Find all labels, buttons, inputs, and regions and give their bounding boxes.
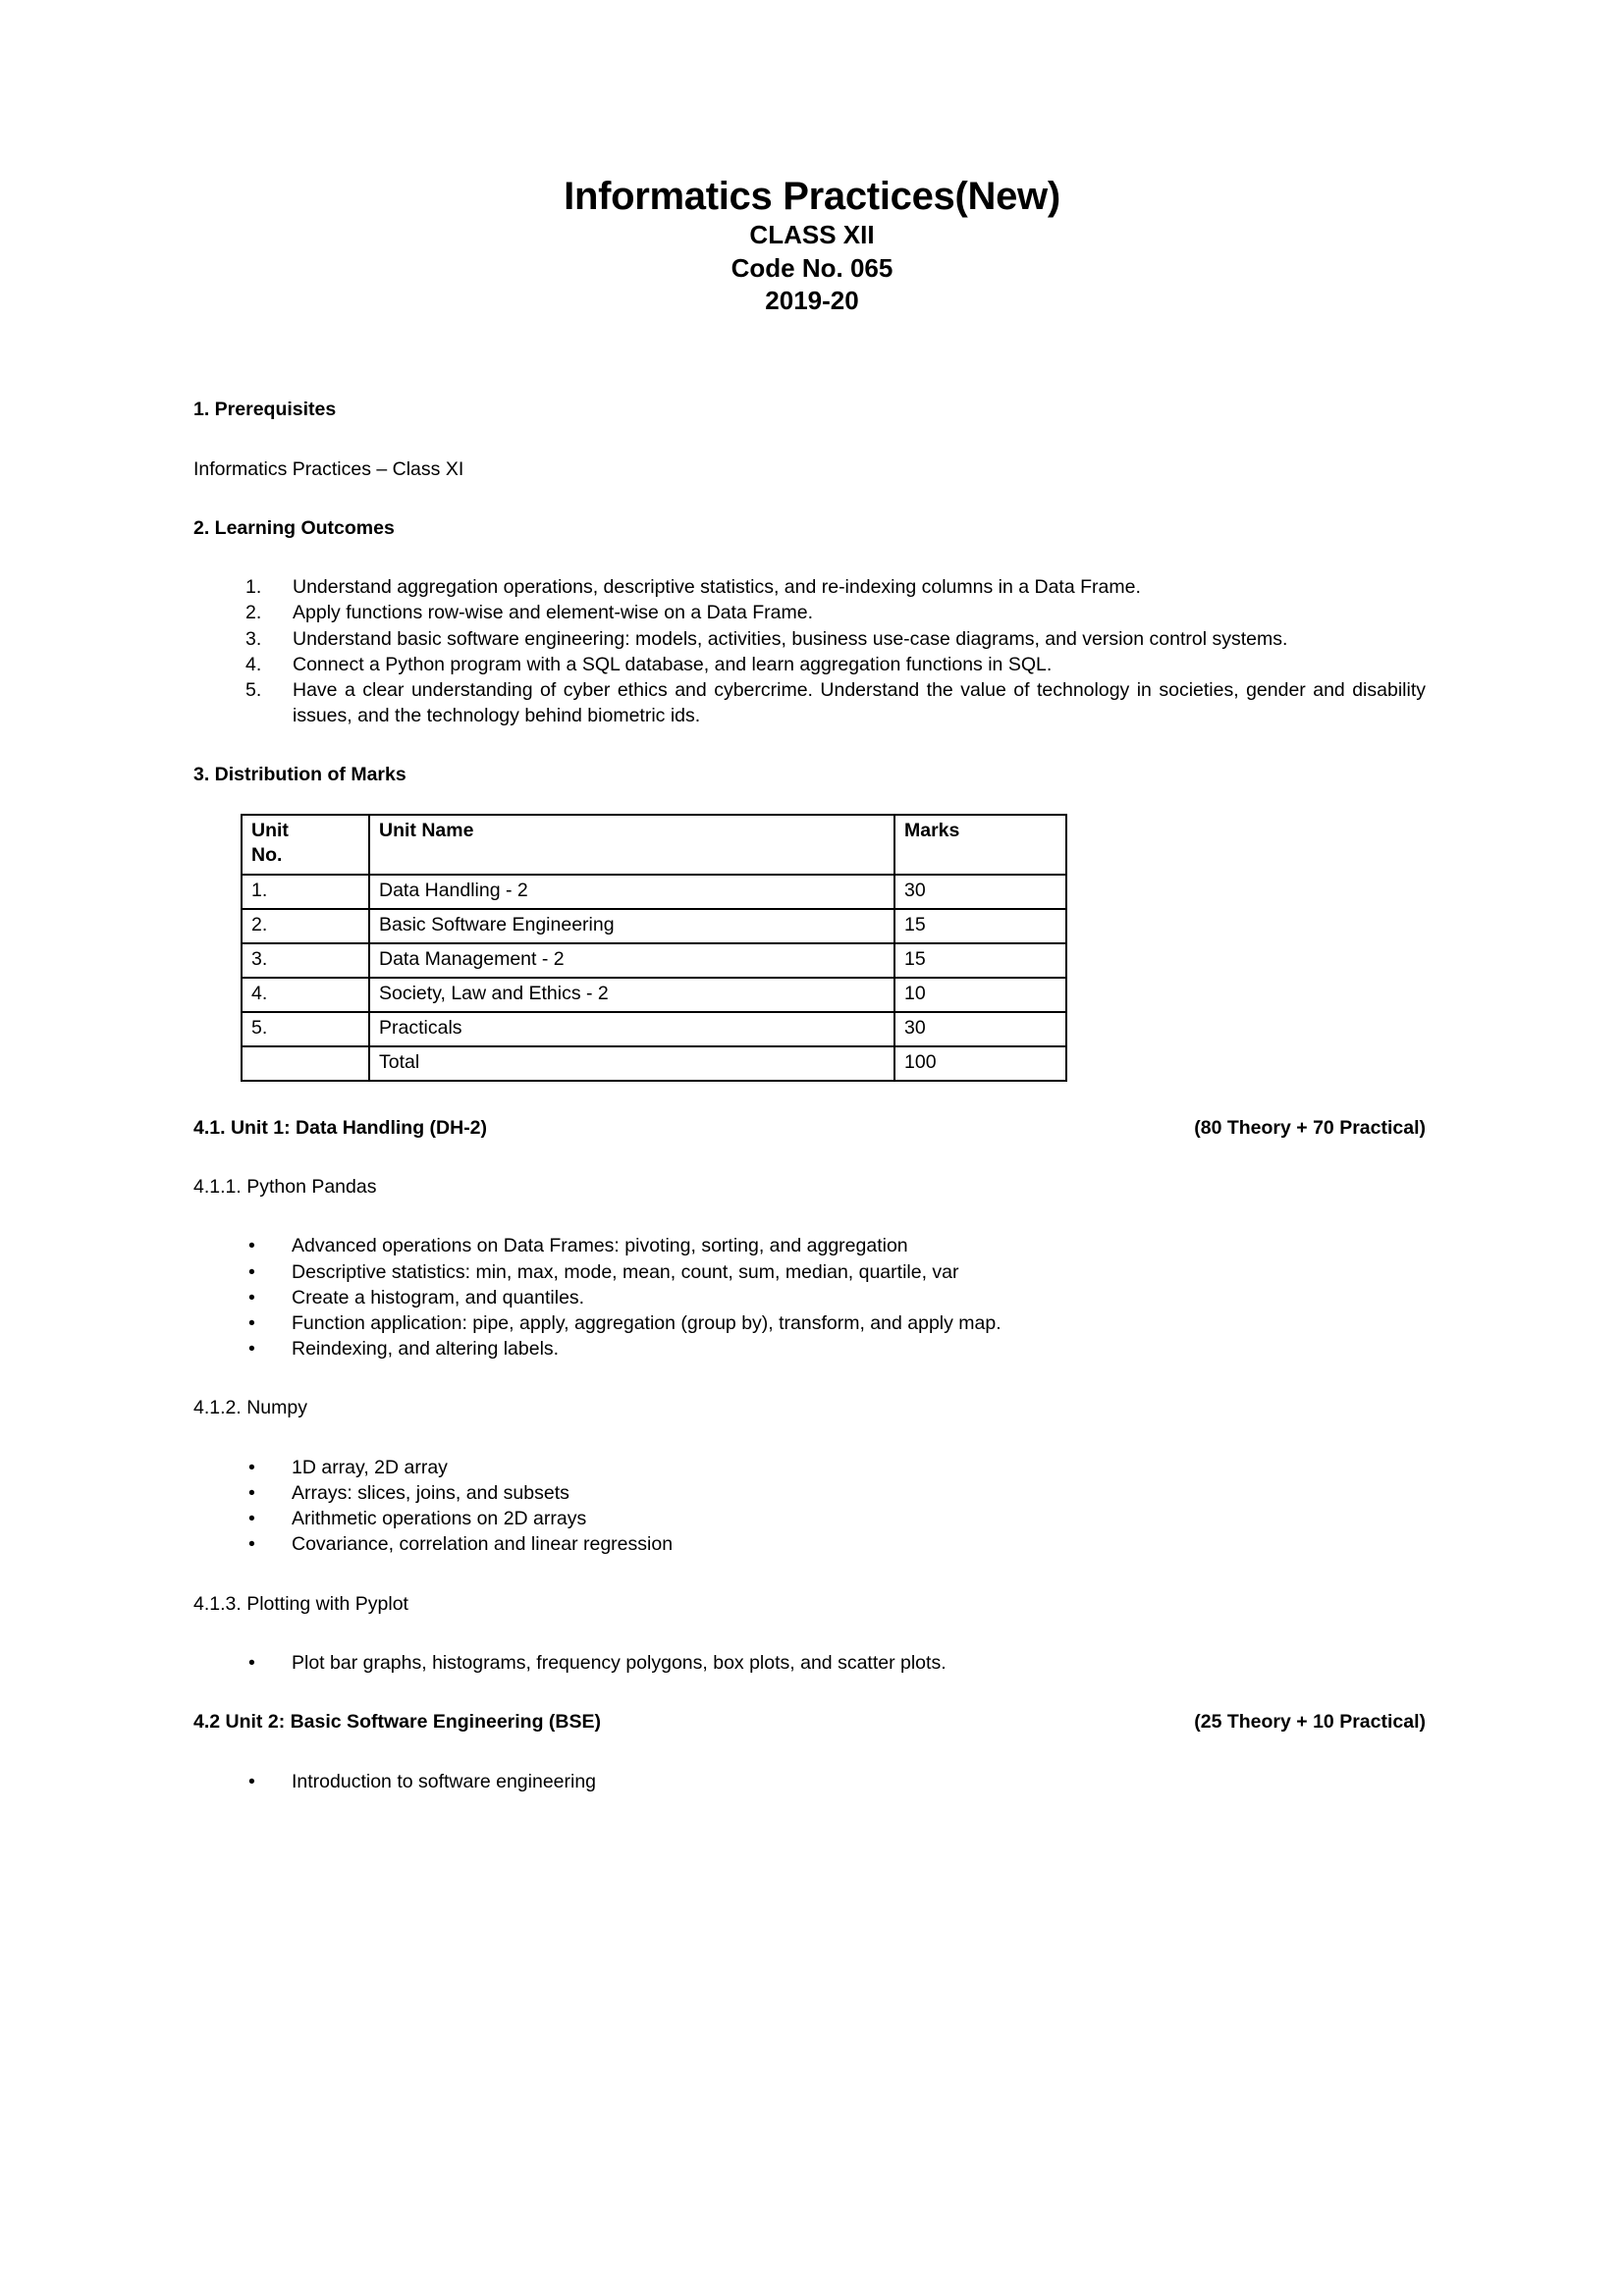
cell-unit-no: 5. [242,1012,369,1046]
list-item [193,1336,1426,1362]
class-line: CLASS XII [749,219,875,249]
code-line: Code No. 065 [731,252,893,283]
list-item [193,1259,1426,1285]
bullet-icon: • [248,1508,255,1530]
table-row-total [242,1046,1066,1081]
table-row [242,943,1066,978]
unit-no-line1: Unit [251,819,289,841]
table-row [242,978,1066,1012]
column-header-unit-name: Unit Name [369,815,894,875]
spacer [193,1082,1426,1115]
spacer [193,1676,1426,1709]
bullet-icon: • [248,1235,255,1257]
table-header-row [242,815,1066,875]
list-item [193,1506,1426,1531]
heading-numpy: 4.1.2. Numpy [193,1397,307,1419]
list-marker: 1. [245,576,262,599]
table-row [242,1012,1066,1046]
spacer [193,1558,1426,1591]
cell-marks: 15 [894,943,1066,978]
list-item [193,1285,1426,1310]
spacer [0,361,1624,397]
cell-marks: 30 [894,1012,1066,1046]
list-item-text: Introduction to software engineering [292,1770,597,1792]
heading-unit-2 [193,1709,1426,1735]
spacer [193,1200,1426,1233]
bullet-icon: • [248,1456,255,1478]
document-header [0,0,1624,318]
page-title: Informatics Practices(New) [564,175,1060,218]
column-header-unit-no [242,815,369,875]
heading-distribution-of-marks: 3. Distribution of Marks [193,764,406,786]
bullet-icon: • [248,1651,255,1674]
list-marker: 3. [245,627,262,650]
unit-2-bullets [193,1769,1426,1794]
marks-table-container [241,814,1426,1082]
bullet-icon: • [248,1312,255,1335]
list-item-text: Reindexing, and altering labels. [292,1338,560,1361]
bullet-icon: • [248,1482,255,1504]
document-body [193,397,1426,1794]
heading-learning-outcomes: 2. Learning Outcomes [193,516,395,539]
list-item [193,1480,1426,1506]
list-item [193,1769,1426,1794]
heading-python-pandas: 4.1.1. Python Pandas [193,1176,377,1199]
cell-unit-name: Practicals [369,1012,894,1046]
cell-unit-name: Data Handling - 2 [369,875,894,909]
list-item-text: Covariance, correlation and linear regression [292,1533,674,1556]
marks-table [241,814,1067,1082]
table-row [242,875,1066,909]
cell-marks: 15 [894,909,1066,943]
cell-unit-name: Data Management - 2 [369,943,894,978]
pyplot-bullets [193,1650,1426,1676]
list-marker: 4. [245,653,262,675]
cell-marks: 100 [894,1046,1066,1081]
list-item [193,1310,1426,1336]
unit-2-title: 4.2 Unit 2: Basic Software Engineering (BSE) [193,1711,602,1734]
table-header [242,815,1066,875]
list-item [193,600,1426,625]
list-item-text: Advanced operations on Data Frames: pivoting, sorting, and aggregation [292,1235,908,1257]
list-item-text: Create a histogram, and quantiles. [292,1286,585,1308]
cell-unit-name: Society, Law and Ethics - 2 [369,978,894,1012]
list-item-text: Plot bar graphs, histograms, frequency polygons, box plots, and scatter plots. [292,1651,947,1674]
bullet-icon: • [248,1338,255,1361]
list-item [193,574,1426,600]
spacer [193,482,1426,515]
table-body [242,875,1066,1081]
spacer [0,318,1624,361]
cell-marks: 30 [894,875,1066,909]
unit-1-title: 4.1. Unit 1: Data Handling (DH-2) [193,1116,488,1139]
list-item-text: Apply functions row-wise and element-wise on a Data Frame. [293,602,813,624]
unit-1-marks-note: (80 Theory + 70 Practical) [1194,1116,1426,1139]
list-item [193,626,1426,652]
list-item-text: 1D array, 2D array [292,1456,448,1478]
prerequisites-body: Informatics Practices – Class XI [193,457,464,480]
list-item-text: Descriptive statistics: min, max, mode, mean, count, sum, median, quartile, var [292,1260,959,1283]
list-marker: 2. [245,602,262,624]
spacer [193,541,1426,574]
unit-2-marks-note: (25 Theory + 10 Practical) [1194,1711,1426,1734]
list-item-text: Understand aggregation operations, descriptive statistics, and re-indexing columns in a Data Frame. [293,576,1141,599]
cell-unit-no: 3. [242,943,369,978]
cell-unit-no: 1. [242,875,369,909]
spacer [193,1362,1426,1395]
spacer [193,788,1426,814]
list-item [193,1531,1426,1557]
heading-plotting-with-pyplot: 4.1.3. Plotting with Pyplot [193,1592,408,1615]
list-item [193,652,1426,677]
spacer [193,728,1426,762]
list-item-text: Have a clear understanding of cyber ethics and cybercrime. Understand the value of technology in societies, gender and disability issues, and the technology behind biometric ids. [293,679,1426,727]
spacer [193,423,1426,456]
list-item [193,1455,1426,1480]
list-item-text: Arrays: slices, joins, and subsets [292,1482,569,1504]
spacer [193,1735,1426,1769]
list-item-text: Connect a Python program with a SQL database, and learn aggregation functions in SQL. [293,653,1053,675]
cell-unit-name: Total [369,1046,894,1081]
year-line: 2019-20 [765,286,859,316]
bullet-icon: • [248,1770,255,1792]
numpy-bullets [193,1455,1426,1558]
list-item [193,1233,1426,1258]
cell-unit-name: Basic Software Engineering [369,909,894,943]
list-item [193,1650,1426,1676]
table-row [242,909,1066,943]
unit-no-line2: No. [251,844,283,867]
cell-unit-no: 2. [242,909,369,943]
list-marker: 5. [245,679,262,701]
cell-marks: 10 [894,978,1066,1012]
column-header-marks: Marks [894,815,1066,875]
heading-prerequisites: 1. Prerequisites [193,399,337,421]
spacer [193,1141,1426,1174]
spacer [193,1421,1426,1455]
heading-unit-1 [193,1115,1426,1141]
spacer [193,1617,1426,1650]
cell-unit-no [242,1046,369,1081]
python-pandas-bullets [193,1233,1426,1362]
list-item-text: Function application: pipe, apply, aggregation (group by), transform, and apply map. [292,1312,1001,1335]
learning-outcomes-list [193,574,1426,728]
bullet-icon: • [248,1260,255,1283]
bullet-icon: • [248,1533,255,1556]
list-item-text: Arithmetic operations on 2D arrays [292,1508,587,1530]
list-item-text: Understand basic software engineering: models, activities, business use-case diagrams, and version control systems. [293,627,1288,650]
bullet-icon: • [248,1286,255,1308]
list-item [193,677,1426,728]
cell-unit-no: 4. [242,978,369,1012]
